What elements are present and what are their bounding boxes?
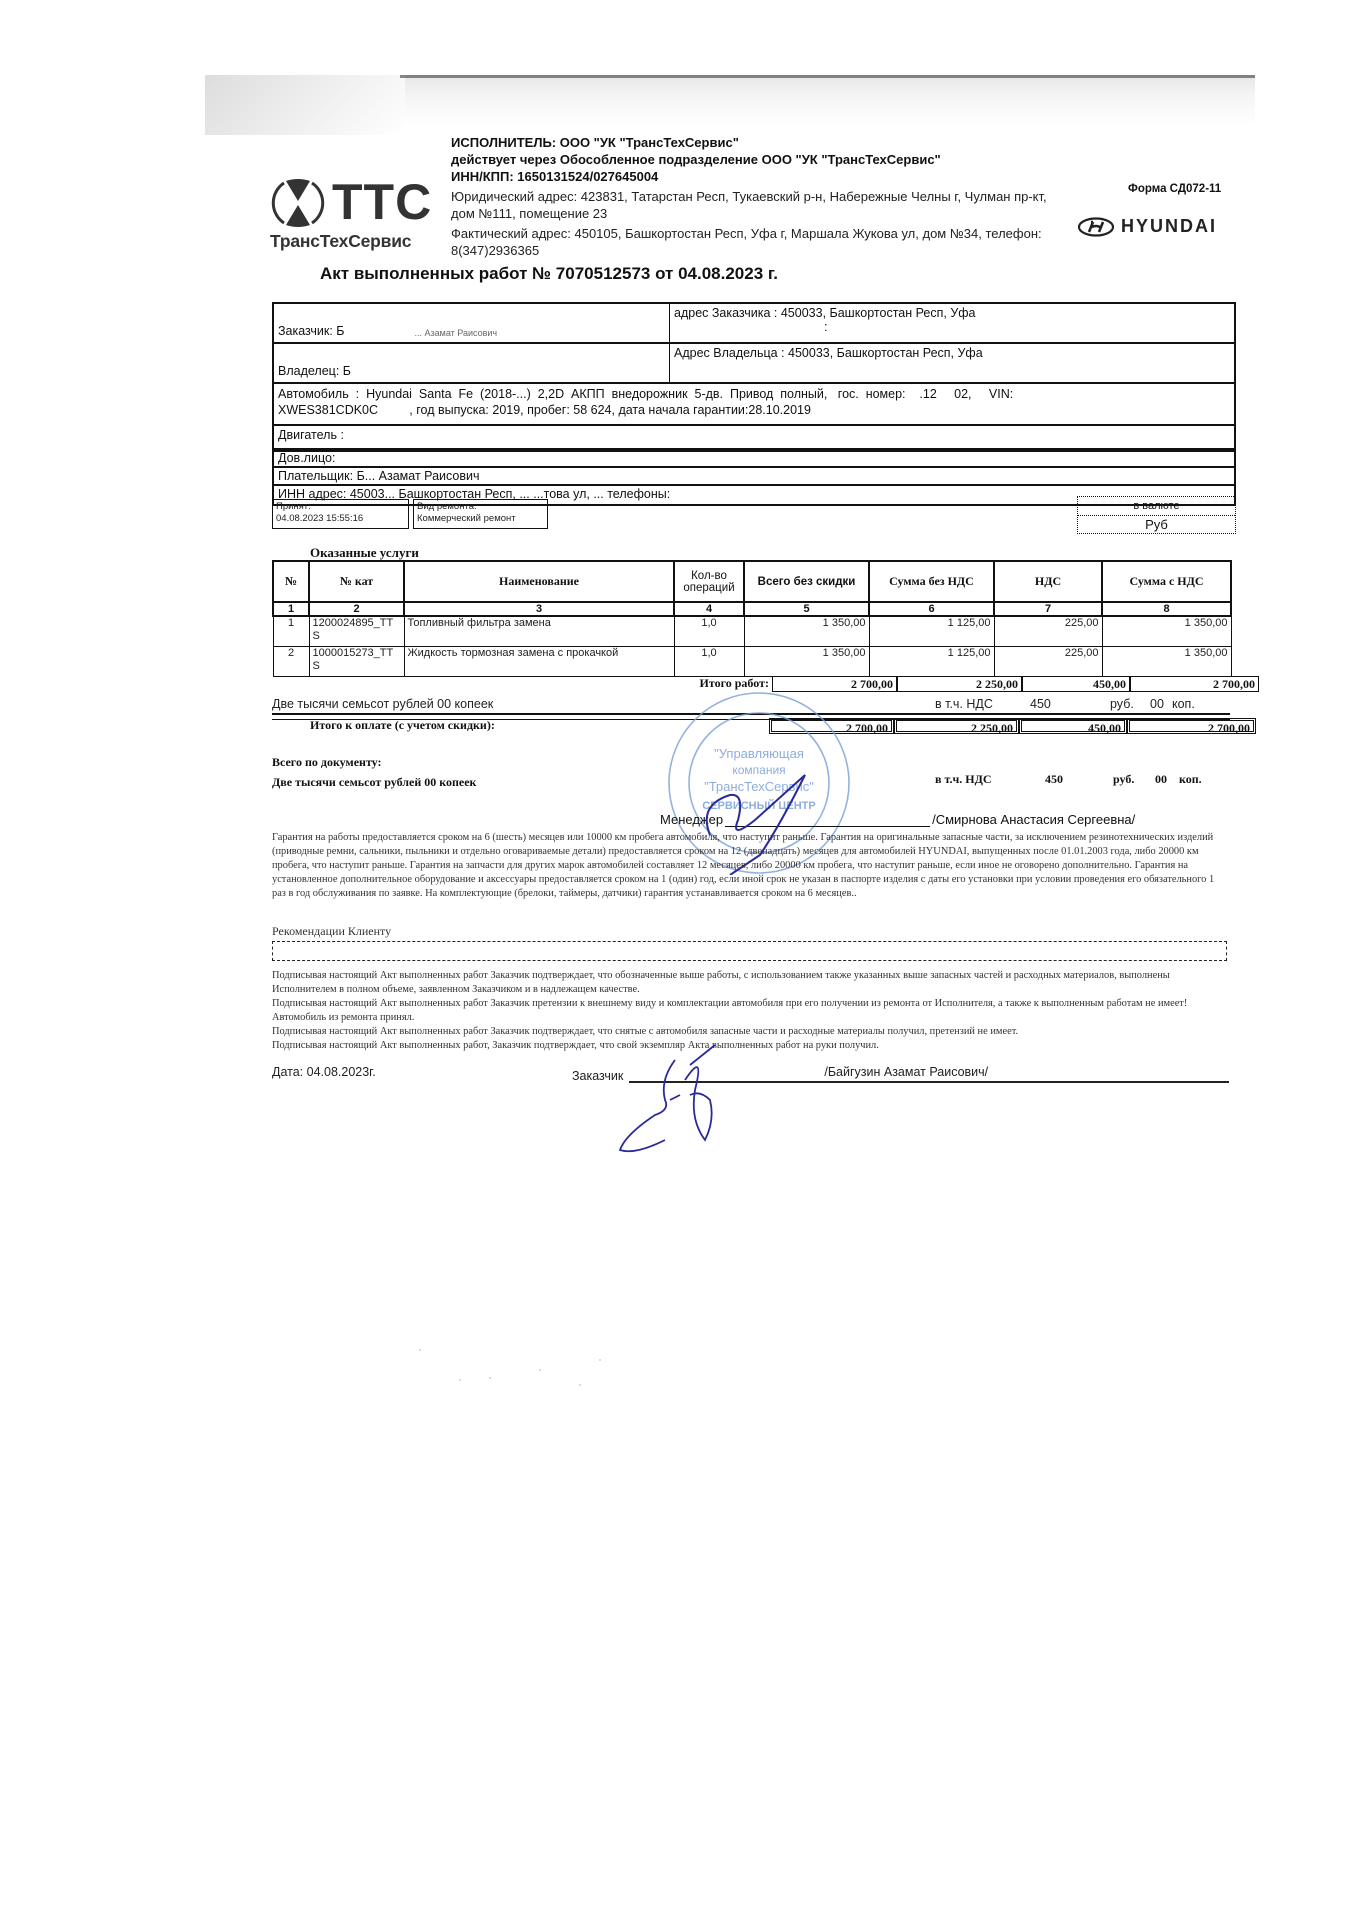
col-number: 6 [869,602,994,616]
to-pay-gross: 2 700,00 [1127,718,1256,734]
vat-kop: коп. [1172,697,1195,711]
executor-line: ИСПОЛНИТЕЛЬ: ООО "УК "ТрансТехСервис" [451,135,739,150]
hyundai-wordmark: HYUNDAI [1121,216,1218,236]
vat-label: в т.ч. НДС [935,772,992,786]
currency-value: Руб [1145,517,1168,532]
accepted-box [272,499,409,529]
inn-kpp: ИНН/КПП: 1650131524/027645004 [451,169,659,184]
row-number: 1 [273,616,309,646]
scan-fold [205,75,405,135]
services-table [272,560,1232,677]
col-header: Всего без скидки [744,561,869,602]
col-header: Сумма без НДС [869,561,994,602]
payer-field: Плательщик: Б... Азамат Раисович [274,468,1234,486]
hyundai-emblem-icon [1077,217,1115,237]
amount-gross: 1 350,00 [1102,616,1231,646]
col-header: Наименование [404,561,674,602]
repair-type-value: Коммерческий ремонт [417,513,516,524]
stamp-line3: "ТрансТехСервис" [704,779,814,794]
proxy-field: Дов.лицо: [274,450,1234,468]
vat-amount: 450 [1045,772,1063,786]
manager-name: /Смирнова Анастасия Сергеевна/ [932,812,1136,827]
manager-label: Менеджер [660,812,724,827]
currency-label: в валюте [1078,497,1235,516]
vat-kop-value: 00 [1150,697,1164,711]
customer-signature-label: Заказчик [572,1069,624,1083]
hyundai-logo [1077,216,1217,237]
col-header: Сумма с НДС [1102,561,1231,602]
customer-signature-name: /Байгузин Азамат Раисович/ [824,1065,989,1079]
col-number: 1 [273,602,309,616]
car-line1: Автомобиль : Hyundai Santa Fe (2018-...) 2,2D АКПП внедорожник 5-дв. Привод полный, гос. номер: .12 02, VIN: [278,387,1014,401]
amount-net: 1 125,00 [869,616,994,646]
warranty-text: Гарантия на работы предоставляется сроком на 6 (шесть) месяцев или 10000 км пробега автомобиля, что наступит раньше. Гарантия на оригинальные запасные части, за исключением резинотехнических изделий (приводные ремни, сальники, пыльники и отдельно оговариваемые детали) предоставляется сроком на 12 (двенадцать) месяцев для автомобилей HYUNDAI, выпущенных после 01.01.2003 года, либо 20000 км пробега, что наступит раньше. Гарантия на запчасти для других марок автомобилей составляет 12 месяцев, либо 20000 км пробега, что наступит раньше, если иное не оговорено дополнительно. Гарантия на установленное дополнительное оборудование и аксессуары предоставляется сроком на 1 (один) год, если иной срок не указан в паспорте изделия с даты его установки при условии проведения его обязательного 1 раз в год обслуживания по заявке. На комплектующие (брелоки, таймеры, датчики) гарантия устанавливается сроком на 6 месяцев.. [272,832,1215,899]
logo-ttc-text: TTC [332,174,433,230]
customer-signature [615,1040,735,1160]
table-header-row [273,561,1231,602]
owner-name: Владелец: Б [274,344,670,382]
customer-partial: ... Азамат Раисович [414,328,498,338]
works-total-sum: 2 700,00 [772,676,897,692]
terms-text [272,969,1227,1053]
customer-name [274,304,670,342]
term-paragraph: Подписывая настоящий Акт выполненных работ, Заказчик подтверждает, что свой экземпляр Акта выполненных работ на руки получил. [272,1040,879,1051]
document-total-label: Всего по документу: [272,755,382,769]
amount-gross: 1 350,00 [1102,646,1231,676]
legal-address: Юридический адрес: 423831, Татарстан Респ, Тукаевский р-н, Набережные Челны г, Чулман пр-кт, дом №111, помещение 23 [451,189,1047,221]
to-pay-vat: 450,00 [1019,718,1127,734]
amount-net: 1 125,00 [869,646,994,676]
col-number: 5 [744,602,869,616]
stamp-line2: компания [732,763,786,777]
vat-rub: руб. [1110,697,1134,711]
works-total-vat: 450,00 [1022,676,1130,692]
to-pay-label: Итого к оплате (с учетом скидки): [310,718,495,732]
works-total-net: 2 250,00 [897,676,1022,692]
services-title: Оказанные услуги [310,545,419,560]
accepted-label: Принят: [276,501,311,512]
col-header: № [273,561,309,602]
customer-info-box [272,302,1236,452]
col-header: Кол-во операций [674,561,744,602]
engine-row [274,426,1234,450]
repair-type-label: Вид ремонта: [417,501,477,512]
recommendations-box [272,941,1227,961]
company-logo [270,175,440,255]
vat-kop-value: 00 [1155,772,1167,786]
ttc-logo-icon [270,175,326,231]
form-number: Форма СД072-11 [1128,183,1222,195]
col-number: 4 [674,602,744,616]
executor-block [451,134,1071,259]
row-number: 2 [273,646,309,676]
col-number: 3 [404,602,674,616]
col-number: 8 [1102,602,1231,616]
vat-rub: руб. [1113,772,1135,786]
total-no-discount: 1 350,00 [744,646,869,676]
customer-row [274,304,1234,344]
vat-amount: 450 [1030,697,1051,711]
scan-edge-line [400,75,1255,78]
inn-address-field: ИНН адрес: 45003... Башкортостан Респ, ... ...това ул, ... телефоны: [278,487,671,501]
car-line2: XWES381CDK0C , год выпуска: 2019, пробег: 58 624, дата начала гарантии:28.10.2019 [278,403,811,417]
customer-address [670,304,1234,342]
catalog-number: 1000015273_TTS [309,646,404,676]
col-number: 2 [309,602,404,616]
document-total [272,752,476,792]
col-header: НДС [994,561,1102,602]
recommendations-label: Рекомендации Клиенту [272,924,392,938]
total-no-discount: 1 350,00 [744,616,869,646]
actual-address: Фактический адрес: 450105, Башкортостан Респ, Уфа г, Маршала Жукова ул, дом №34, телефон: 8(347)2936365 [451,226,1042,258]
car-row [274,384,1234,426]
engine-field: Двигатель : [278,428,344,442]
stamp-line4: СЕРВИСНЫЙ ЦЕНТР [702,800,816,812]
to-pay-net: 2 250,00 [894,718,1019,734]
repair-type-box [413,499,548,529]
column-number-row [273,602,1231,616]
document-vat-note [935,772,1202,787]
table-row [273,646,1231,676]
works-total-gross: 2 700,00 [1130,676,1259,692]
stamp-line1: "Управляющая [714,746,804,761]
document-title: Акт выполненных работ № 7070512573 от 04.08.2023 г. [320,264,778,283]
vat-label: в т.ч. НДС [935,697,993,711]
term-paragraph: Подписывая настоящий Акт выполненных работ Заказчик претензии к внешнему виду и комплектации автомобиля при его получении из ремонта от Исполнителя, а также к выполненным работам не имеет! Автомобиль из ремонта принял. [272,998,1188,1023]
works-total-label: Итого работ: [699,676,769,690]
currency-box [1077,496,1236,534]
term-paragraph: Подписывая настоящий Акт выполненных работ Заказчик подтверждает, что обозначенные выше работы, с использованием также указанных выше запасных частей и расходных материалов, выполнены Исполнителем в полном объеме, заявленном Заказчиком и в надлежащем качестве. [272,970,1170,995]
catalog-number: 1200024895_TTS [309,616,404,646]
scan-specks [400,1340,620,1400]
vat-note [935,697,1195,711]
col-number: 7 [994,602,1102,616]
quantity: 1,0 [674,616,744,646]
quantity: 1,0 [674,646,744,676]
vat: 225,00 [994,646,1102,676]
customer-address-line2: : [824,320,828,334]
sum-in-words: Две тысячи семьсот рублей 00 копеек [272,697,494,711]
customer-address-line: адрес Заказчика : 450033, Башкортостан Респ, Уфа [674,306,976,320]
logo-company-name: ТрансТехСервис [270,231,412,251]
car-details [274,384,1017,424]
document-date: Дата: 04.08.2023г. [272,1065,376,1079]
service-name: Топливный фильтра замена [404,616,674,646]
col-header: № кат [309,561,404,602]
service-name: Жидкость тормозная замена с прокачкой [404,646,674,676]
vat-kop: коп. [1179,772,1202,786]
term-paragraph: Подписывая настоящий Акт выполненных работ Заказчик подтверждает, что снятые с автомобиля запасные части и расходные материалы получил, претензий не имеет. [272,1026,1019,1037]
acts-through: действует через Обособленное подразделение ООО "УК "ТрансТехСервис" [451,152,941,167]
accepted-value: 04.08.2023 15:55:16 [276,513,364,524]
table-row [273,616,1231,646]
document-total-words: Две тысячи семьсот рублей 00 копеек [272,775,477,789]
vat: 225,00 [994,616,1102,646]
owner-row [274,344,1234,384]
customer-label: Заказчик: Б [278,324,345,338]
owner-address: Адрес Владельца : 450033, Башкортостан Респ, Уфа [674,346,983,360]
to-pay-sum: 2 700,00 [769,718,894,734]
